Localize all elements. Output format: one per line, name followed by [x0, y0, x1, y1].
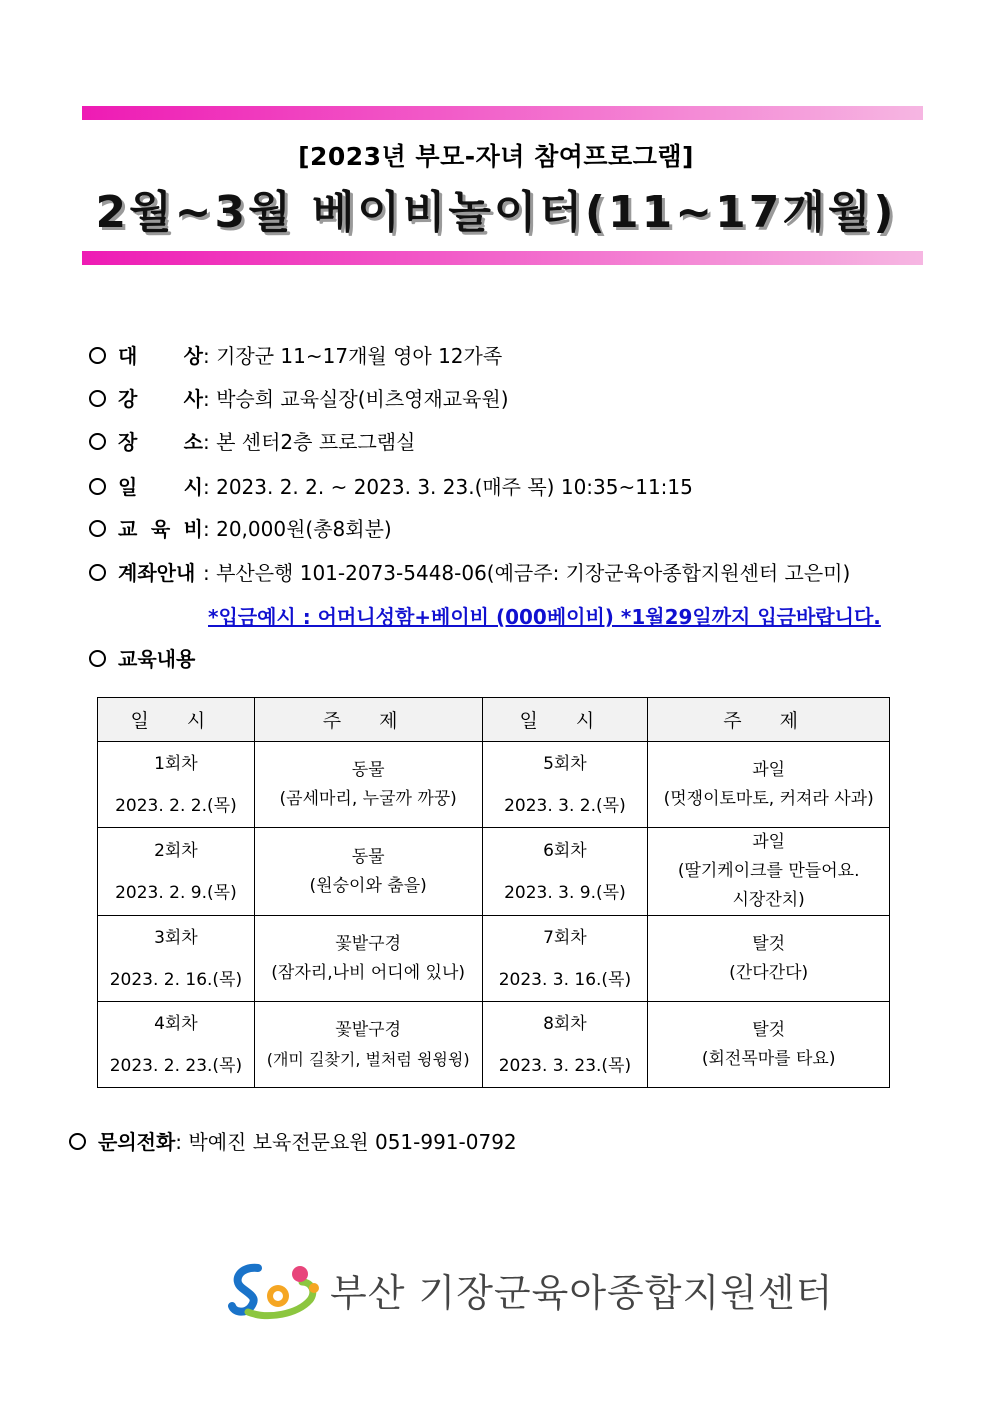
session-number: 3회차: [154, 927, 198, 948]
topic-detail: (멋쟁이토마토, 커져라 사과): [663, 788, 874, 809]
content-heading: [89, 644, 195, 674]
topic-detail: (간다간다): [729, 962, 809, 983]
info-value: : 기장군 11~17개월 영아 12가족: [203, 344, 503, 368]
topic-detail: (원숭이와 춤을): [309, 875, 427, 896]
info-account: [89, 558, 850, 588]
topic-cell: [254, 916, 482, 1002]
circle-bullet-icon: [89, 520, 106, 537]
topic-cell: [254, 742, 482, 828]
topic-title: 과일: [752, 759, 786, 780]
topic-title: 과일: [752, 832, 786, 852]
session-number: 1회차: [154, 753, 198, 774]
table-row: [98, 742, 890, 828]
topic-detail: (곰세마리, 누굴까 까꿍): [279, 788, 457, 809]
session-date: 2023. 3. 9.(목): [504, 882, 626, 903]
topic-title: 동물: [351, 846, 385, 867]
circle-bullet-icon: [89, 564, 106, 581]
info-label: 장 소: [118, 430, 203, 454]
session-date: 2023. 2. 2.(목): [115, 795, 237, 816]
table-row: [98, 916, 890, 1002]
info-value: : 2023. 2. 2. ~ 2023. 3. 23.(매주 목) 10:35~11:15: [203, 475, 693, 499]
session-number: 2회차: [154, 840, 198, 861]
session-date: 2023. 3. 16.(목): [498, 969, 632, 990]
header-topic: 주 제: [254, 698, 482, 742]
info-location: [89, 427, 415, 457]
session-cell: [98, 1002, 255, 1088]
table-header-row: [98, 698, 890, 742]
topic-detail: (회전목마를 타요): [701, 1048, 836, 1069]
topic-cell: [648, 1002, 890, 1088]
info-value: : 박승희 교육실장(비츠영재교육원): [203, 387, 509, 411]
session-date: 2023. 2. 16.(목): [109, 969, 243, 990]
contact-row: [69, 1127, 517, 1157]
circle-bullet-icon: [89, 433, 106, 450]
info-value: : 20,000원(총8회분): [203, 517, 392, 541]
info-instructor: [89, 384, 509, 414]
session-cell: [482, 828, 648, 916]
topic-detail: (개미 길찾기, 벌처럼 윙윙윙): [266, 1049, 470, 1069]
header-date: 일 시: [482, 698, 648, 742]
info-label: 대 상: [118, 344, 203, 368]
session-date: 2023. 2. 9.(목): [115, 882, 237, 903]
info-label: 강 사: [118, 387, 203, 411]
info-fee: [89, 514, 392, 544]
session-cell: [98, 828, 255, 916]
topic-detail-line2: 시장잔치): [732, 890, 805, 910]
topic-title: 꽃밭구경: [335, 933, 401, 954]
topic-cell: [254, 828, 482, 916]
info-schedule: [89, 472, 693, 502]
logo-text: 부산 기장군육아종합지원센터: [330, 1270, 834, 1315]
topic-title: 동물: [351, 759, 385, 780]
info-value: : 부산은행 101-2073-5448-06(예금주: 기장군육아종합지원센터 고은미): [203, 561, 851, 585]
info-value: : 본 센터2층 프로그램실: [203, 430, 416, 454]
topic-title: 꽃밭구경: [335, 1019, 401, 1040]
topic-detail: (딸기케이크를 만들어요.: [677, 861, 860, 881]
center-logo-icon: [228, 1258, 324, 1320]
header-date: 일 시: [98, 698, 255, 742]
info-label: 일 시: [118, 475, 203, 499]
header-topic: 주 제: [648, 698, 890, 742]
session-date: 2023. 2. 23.(목): [109, 1055, 243, 1076]
deposit-note: *입금예시 : 어머니성함+베이비 (000베이비) *1월29일까지 입금바랍니다.: [208, 605, 881, 629]
circle-bullet-icon: [69, 1133, 86, 1150]
page-title: 2월~3월 베이비놀이터(11~17개월): [95, 187, 897, 238]
circle-bullet-icon: [89, 478, 106, 495]
topic-cell: [648, 828, 890, 916]
topic-title: 탈것: [752, 933, 786, 954]
info-target: [89, 341, 502, 371]
circle-bullet-icon: [89, 650, 106, 667]
session-cell: [482, 916, 648, 1002]
bottom-gradient-bar: [82, 251, 923, 265]
session-number: 5회차: [543, 753, 587, 774]
session-number: 7회차: [543, 927, 587, 948]
circle-bullet-icon: [89, 347, 106, 364]
contact-label: 문의전화: [98, 1130, 176, 1154]
top-gradient-bar: [82, 106, 923, 120]
topic-cell: [648, 742, 890, 828]
session-cell: [482, 1002, 648, 1088]
session-date: 2023. 3. 23.(목): [498, 1055, 632, 1076]
info-label: 교 육 비: [118, 517, 203, 541]
schedule-table: [97, 697, 890, 1088]
topic-detail: (잠자리,나비 어디에 있나): [271, 962, 465, 983]
circle-bullet-icon: [89, 390, 106, 407]
session-number: 4회차: [154, 1013, 198, 1034]
session-cell: [98, 916, 255, 1002]
page-subtitle: [2023년 부모-자녀 참여프로그램]: [298, 142, 694, 171]
content-label: 교육내용: [118, 647, 196, 671]
contact-value: : 박예진 보육전문요원 051-991-0792: [175, 1130, 517, 1154]
topic-cell: [254, 1002, 482, 1088]
session-cell: [482, 742, 648, 828]
info-label: 계좌안내: [118, 561, 196, 585]
session-number: 8회차: [543, 1013, 587, 1034]
session-cell: [98, 742, 255, 828]
session-date: 2023. 3. 2.(목): [504, 795, 626, 816]
center-logo: [228, 1258, 833, 1320]
topic-cell: [648, 916, 890, 1002]
table-row: [98, 1002, 890, 1088]
topic-title: 탈것: [752, 1019, 786, 1040]
table-row: [98, 828, 890, 916]
session-number: 6회차: [543, 840, 587, 861]
